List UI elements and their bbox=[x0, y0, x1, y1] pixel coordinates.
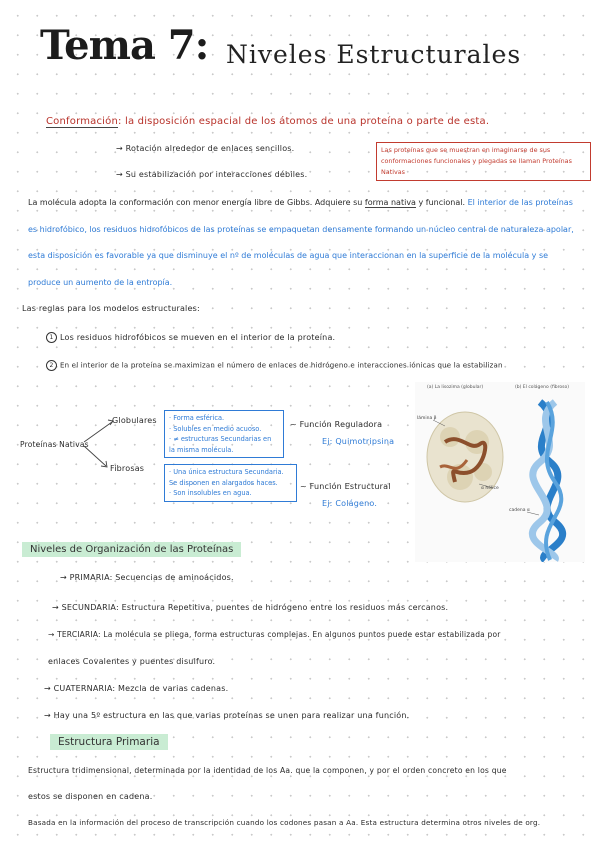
nivel-cuaternaria-text: : Mezcla de varias cadenas. bbox=[112, 684, 229, 693]
globulares-label: Globulares bbox=[112, 416, 157, 425]
forma-nativa-underlined: forma nativa bbox=[364, 198, 416, 207]
regla-2-text: En el interior de la proteína se maximizan el número de enlaces de hidrógeno e interacciones iónicas que la estabilizan bbox=[60, 361, 503, 370]
nivel-terciaria bbox=[48, 630, 501, 639]
regla-1-text: Los residuos hidrofóbicos se mueven en el interior de la proteína. bbox=[60, 333, 336, 342]
fibrosas-ejemplo: Ej: Colágeno. bbox=[322, 499, 378, 508]
niveles-heading: Niveles de Organización de las Proteínas bbox=[22, 542, 241, 557]
primaria-line-1: Estructura tridimensional, determinada por la identidad de los Aa. que la componen, y por el orden concreto en los que bbox=[28, 766, 507, 775]
nivel-primaria-text: : Secuencias de aminoácidos. bbox=[109, 573, 234, 582]
figure-label-helix: α hélice bbox=[481, 486, 499, 491]
globulares-prop-2: · Solubles en medio acuoso. bbox=[169, 424, 262, 433]
regla-2-number: 2 bbox=[46, 360, 57, 371]
nivel-cuaternaria-label: → CUATERNARIA bbox=[44, 684, 113, 693]
nivel-cuaternaria bbox=[44, 684, 228, 693]
fibrosas-label: Fibrosas bbox=[110, 464, 145, 473]
gibbs-paragraph bbox=[28, 190, 576, 296]
primaria-line-2: estos se disponen en cadena. bbox=[28, 792, 153, 801]
proteinas-nativas-root: Proteínas Nativas bbox=[20, 440, 89, 449]
gibbs-intro: La molécula adopta la conformación con menor energía libre de Gibbs. Adquiere su bbox=[28, 198, 363, 207]
primaria-line-3: Basada en la información del proceso de transcripción cuando los codones pasan a Aa. Esta estructura determina otros niveles de org. bbox=[28, 818, 541, 827]
fibrosas-funcion: ~ Función Estructural bbox=[300, 482, 391, 491]
globulares-props-box bbox=[164, 410, 284, 458]
page-title: Tema 7: bbox=[40, 22, 209, 69]
primaria-heading: Estructura Primaria bbox=[50, 734, 168, 750]
fibrosas-prop-2: Se disponen en alargados haces. bbox=[169, 478, 278, 487]
globulares-prop-3: · ≠ estructuras Secundarias en la misma molécula. bbox=[169, 435, 272, 454]
gibbs-after: y funcional. bbox=[418, 198, 466, 207]
nivel-terciaria-label: → TERCIARIA bbox=[48, 630, 99, 639]
conformacion-bullet-2: → Su estabilización por interacciones débiles. bbox=[116, 170, 308, 179]
hydrophobic-core-text: El interior de las proteínas es hidrofóbico, los residuos hidrofóbicos de las proteínas se empaquetan densamente formando un núcleo central de naturaleza apolar, esta disposición es favorable ya que disminuye el nº de moléculas de agua que interaccionan en la superficie de la molécula y se produce un aumento de la entropía. bbox=[28, 198, 574, 287]
nativas-note-box: Las proteínas que se muestran en imaginarse de sus conformaciones funcionales y plegadas se llaman Proteínas Nativas bbox=[376, 142, 591, 181]
nivel-terciaria-cont: enlaces Covalentes y puentes disulfuro. bbox=[48, 657, 216, 666]
figure-label-sheet: lámina β bbox=[417, 416, 437, 421]
nivel-primaria-label: → PRIMARIA bbox=[60, 573, 110, 582]
figure-caption-a: (a) La lisozima (globular) bbox=[427, 385, 484, 390]
nivel-primaria bbox=[60, 573, 234, 582]
conformacion-definition: : la disposición espacial de los átomos de una proteína o parte de esta. bbox=[118, 116, 490, 127]
reglas-heading: Las reglas para los modelos estructurales: bbox=[22, 304, 200, 313]
nivel-quinta: → Hay una 5º estructura en las que varias proteínas se unen para realizar una función. bbox=[44, 711, 410, 720]
protein-illustration bbox=[415, 382, 585, 562]
fibrosas-prop-1: · Una única estructura Secundaria. bbox=[169, 468, 284, 476]
globulares-ejemplo: Ej: Quimotripsina bbox=[322, 437, 395, 446]
fibrosas-prop-3: · Son insolubles en agua. bbox=[169, 489, 252, 497]
globulares-prop-1: · Forma esférica. bbox=[169, 414, 225, 422]
nivel-terciaria-text: : La molécula se pliega, forma estructuras complejas. En algunos puntos puede estar estabilizada por bbox=[98, 630, 501, 639]
nivel-secundaria-text: : Estructura Repetitiva, puentes de hidrógeno entre los residuos más cercanos. bbox=[115, 603, 449, 612]
fibrosas-props-box bbox=[164, 464, 297, 502]
globulares-funcion: ~ Función Reguladora bbox=[290, 420, 383, 429]
conformacion-line bbox=[46, 116, 489, 127]
regla-1 bbox=[46, 332, 335, 343]
figure-caption-b: (b) El colágeno (fibroso) bbox=[515, 385, 570, 390]
page-subtitle: Niveles Estructurales bbox=[226, 40, 522, 69]
conformacion-term: Conformación bbox=[46, 116, 119, 127]
protein-structures-figure bbox=[415, 382, 585, 562]
nivel-secundaria-label: → SECUNDARIA bbox=[52, 603, 116, 612]
conformacion-bullet-1: → Rotación alrededor de enlaces sencillos. bbox=[116, 144, 295, 153]
regla-2 bbox=[46, 360, 503, 371]
figure-label-chain: cadena α bbox=[509, 508, 530, 513]
nivel-secundaria bbox=[52, 603, 448, 612]
regla-1-number: 1 bbox=[46, 332, 57, 343]
